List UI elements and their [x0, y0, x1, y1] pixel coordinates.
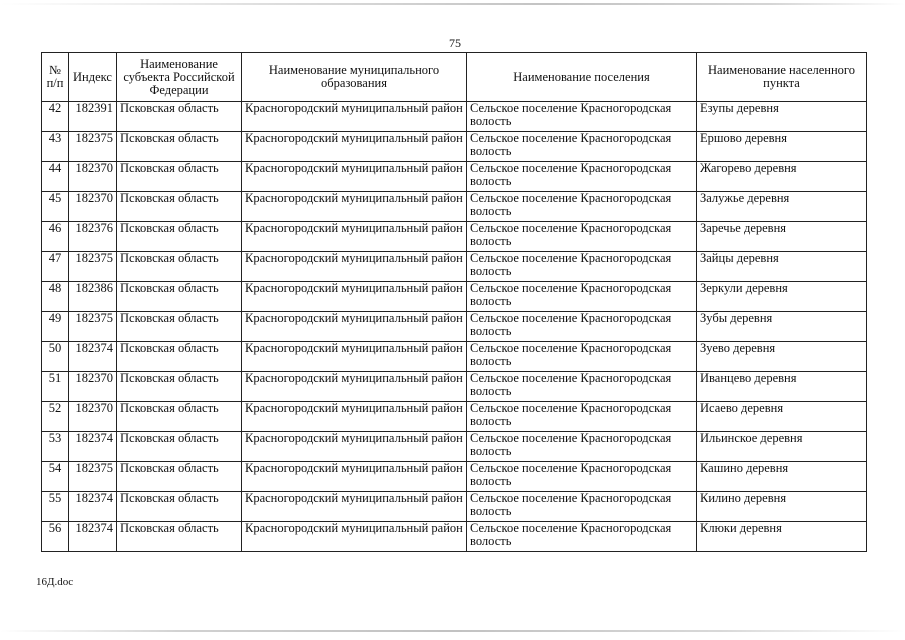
locality-name: Ильинское деревня — [697, 432, 867, 462]
locality-name: Зеркули деревня — [697, 282, 867, 312]
row-number: 54 — [42, 462, 69, 492]
municipal-name: Красногородский муниципальный район — [242, 222, 467, 252]
postal-index: 182374 — [69, 342, 117, 372]
row-number: 48 — [42, 282, 69, 312]
table-row — [42, 492, 867, 522]
municipal-name: Красногородский муниципальный район — [242, 252, 467, 282]
subject-name: Псковская область — [117, 312, 242, 342]
settlement-name: Сельское поселение Красногородская волость — [467, 522, 697, 552]
settlement-name: Сельское поселение Красногородская волость — [467, 282, 697, 312]
settlement-name: Сельское поселение Красногородская волость — [467, 372, 697, 402]
subject-name: Псковская область — [117, 252, 242, 282]
settlement-name: Сельское поселение Красногородская волость — [467, 342, 697, 372]
table-row — [42, 462, 867, 492]
locality-name: Зубы деревня — [697, 312, 867, 342]
locality-name: Кашино деревня — [697, 462, 867, 492]
postal-index: 182391 — [69, 102, 117, 132]
table-body — [42, 102, 867, 552]
settlement-name: Сельское поселение Красногородская волость — [467, 462, 697, 492]
subject-name: Псковская область — [117, 522, 242, 552]
settlement-name: Сельское поселение Красногородская волость — [467, 492, 697, 522]
header-municipal: Наименование муниципального образования — [242, 53, 467, 102]
subject-name: Псковская область — [117, 462, 242, 492]
row-number: 44 — [42, 162, 69, 192]
postal-index: 182386 — [69, 282, 117, 312]
row-number: 46 — [42, 222, 69, 252]
postal-index: 182375 — [69, 312, 117, 342]
postal-index: 182370 — [69, 162, 117, 192]
table-row — [42, 132, 867, 162]
postal-index: 182370 — [69, 402, 117, 432]
subject-name: Псковская область — [117, 192, 242, 222]
municipal-name: Красногородский муниципальный район — [242, 342, 467, 372]
table-row — [42, 432, 867, 462]
settlement-name: Сельское поселение Красногородская волость — [467, 402, 697, 432]
table-row — [42, 222, 867, 252]
header-index: Индекс — [69, 53, 117, 102]
postal-index: 182375 — [69, 132, 117, 162]
postal-index: 182376 — [69, 222, 117, 252]
row-number: 55 — [42, 492, 69, 522]
page-number: 75 — [449, 36, 461, 50]
scan-edge-bottom — [0, 630, 905, 632]
municipal-name: Красногородский муниципальный район — [242, 132, 467, 162]
table-row — [42, 312, 867, 342]
subject-name: Псковская область — [117, 162, 242, 192]
localities-table — [41, 52, 867, 552]
table-row — [42, 102, 867, 132]
header-settlement: Наименование поселения — [467, 53, 697, 102]
postal-index: 182375 — [69, 462, 117, 492]
municipal-name: Красногородский муниципальный район — [242, 192, 467, 222]
subject-name: Псковская область — [117, 222, 242, 252]
table-row — [42, 192, 867, 222]
locality-name: Килино деревня — [697, 492, 867, 522]
postal-index: 182370 — [69, 192, 117, 222]
row-number: 43 — [42, 132, 69, 162]
settlement-name: Сельское поселение Красногородская волость — [467, 432, 697, 462]
subject-name: Псковская область — [117, 342, 242, 372]
postal-index: 182374 — [69, 522, 117, 552]
row-number: 45 — [42, 192, 69, 222]
locality-name: Залужье деревня — [697, 192, 867, 222]
scan-edge-top — [0, 3, 905, 5]
postal-index: 182375 — [69, 252, 117, 282]
row-number: 56 — [42, 522, 69, 552]
table-row — [42, 342, 867, 372]
municipal-name: Красногородский муниципальный район — [242, 522, 467, 552]
subject-name: Псковская область — [117, 492, 242, 522]
municipal-name: Красногородский муниципальный район — [242, 492, 467, 522]
settlement-name: Сельское поселение Красногородская волость — [467, 222, 697, 252]
table-row — [42, 282, 867, 312]
subject-name: Псковская область — [117, 282, 242, 312]
locality-name: Иванцево деревня — [697, 372, 867, 402]
municipal-name: Красногородский муниципальный район — [242, 102, 467, 132]
table-header-row — [42, 53, 867, 102]
subject-name: Псковская область — [117, 432, 242, 462]
locality-name: Ершово деревня — [697, 132, 867, 162]
table-row — [42, 372, 867, 402]
municipal-name: Красногородский муниципальный район — [242, 282, 467, 312]
postal-index: 182370 — [69, 372, 117, 402]
row-number: 50 — [42, 342, 69, 372]
row-number: 47 — [42, 252, 69, 282]
locality-name: Зайцы деревня — [697, 252, 867, 282]
row-number: 49 — [42, 312, 69, 342]
footer-filename: 16Д.doc — [36, 576, 74, 588]
table-row — [42, 522, 867, 552]
locality-name: Клюки деревня — [697, 522, 867, 552]
row-number: 53 — [42, 432, 69, 462]
locality-name: Жагорево деревня — [697, 162, 867, 192]
postal-index: 182374 — [69, 432, 117, 462]
municipal-name: Красногородский муниципальный район — [242, 462, 467, 492]
header-number: № п/п — [42, 53, 69, 102]
settlement-name: Сельское поселение Красногородская волость — [467, 162, 697, 192]
locality-name: Исаево деревня — [697, 402, 867, 432]
subject-name: Псковская область — [117, 372, 242, 402]
table-row — [42, 162, 867, 192]
header-locality: Наименование населенного пункта — [697, 53, 867, 102]
subject-name: Псковская область — [117, 132, 242, 162]
municipal-name: Красногородский муниципальный район — [242, 312, 467, 342]
row-number: 52 — [42, 402, 69, 432]
subject-name: Псковская область — [117, 102, 242, 132]
row-number: 42 — [42, 102, 69, 132]
settlement-name: Сельское поселение Красногородская волость — [467, 132, 697, 162]
table-row — [42, 252, 867, 282]
municipal-name: Красногородский муниципальный район — [242, 432, 467, 462]
locality-name: Езупы деревня — [697, 102, 867, 132]
settlement-name: Сельское поселение Красногородская волость — [467, 252, 697, 282]
table-row — [42, 402, 867, 432]
municipal-name: Красногородский муниципальный район — [242, 162, 467, 192]
settlement-name: Сельское поселение Красногородская волость — [467, 102, 697, 132]
municipal-name: Красногородский муниципальный район — [242, 402, 467, 432]
header-subject: Наименование субъекта Российской Федерации — [117, 53, 242, 102]
locality-name: Зуево деревня — [697, 342, 867, 372]
locality-name: Заречье деревня — [697, 222, 867, 252]
municipal-name: Красногородский муниципальный район — [242, 372, 467, 402]
row-number: 51 — [42, 372, 69, 402]
subject-name: Псковская область — [117, 402, 242, 432]
postal-index: 182374 — [69, 492, 117, 522]
settlement-name: Сельское поселение Красногородская волость — [467, 312, 697, 342]
settlement-name: Сельское поселение Красногородская волость — [467, 192, 697, 222]
